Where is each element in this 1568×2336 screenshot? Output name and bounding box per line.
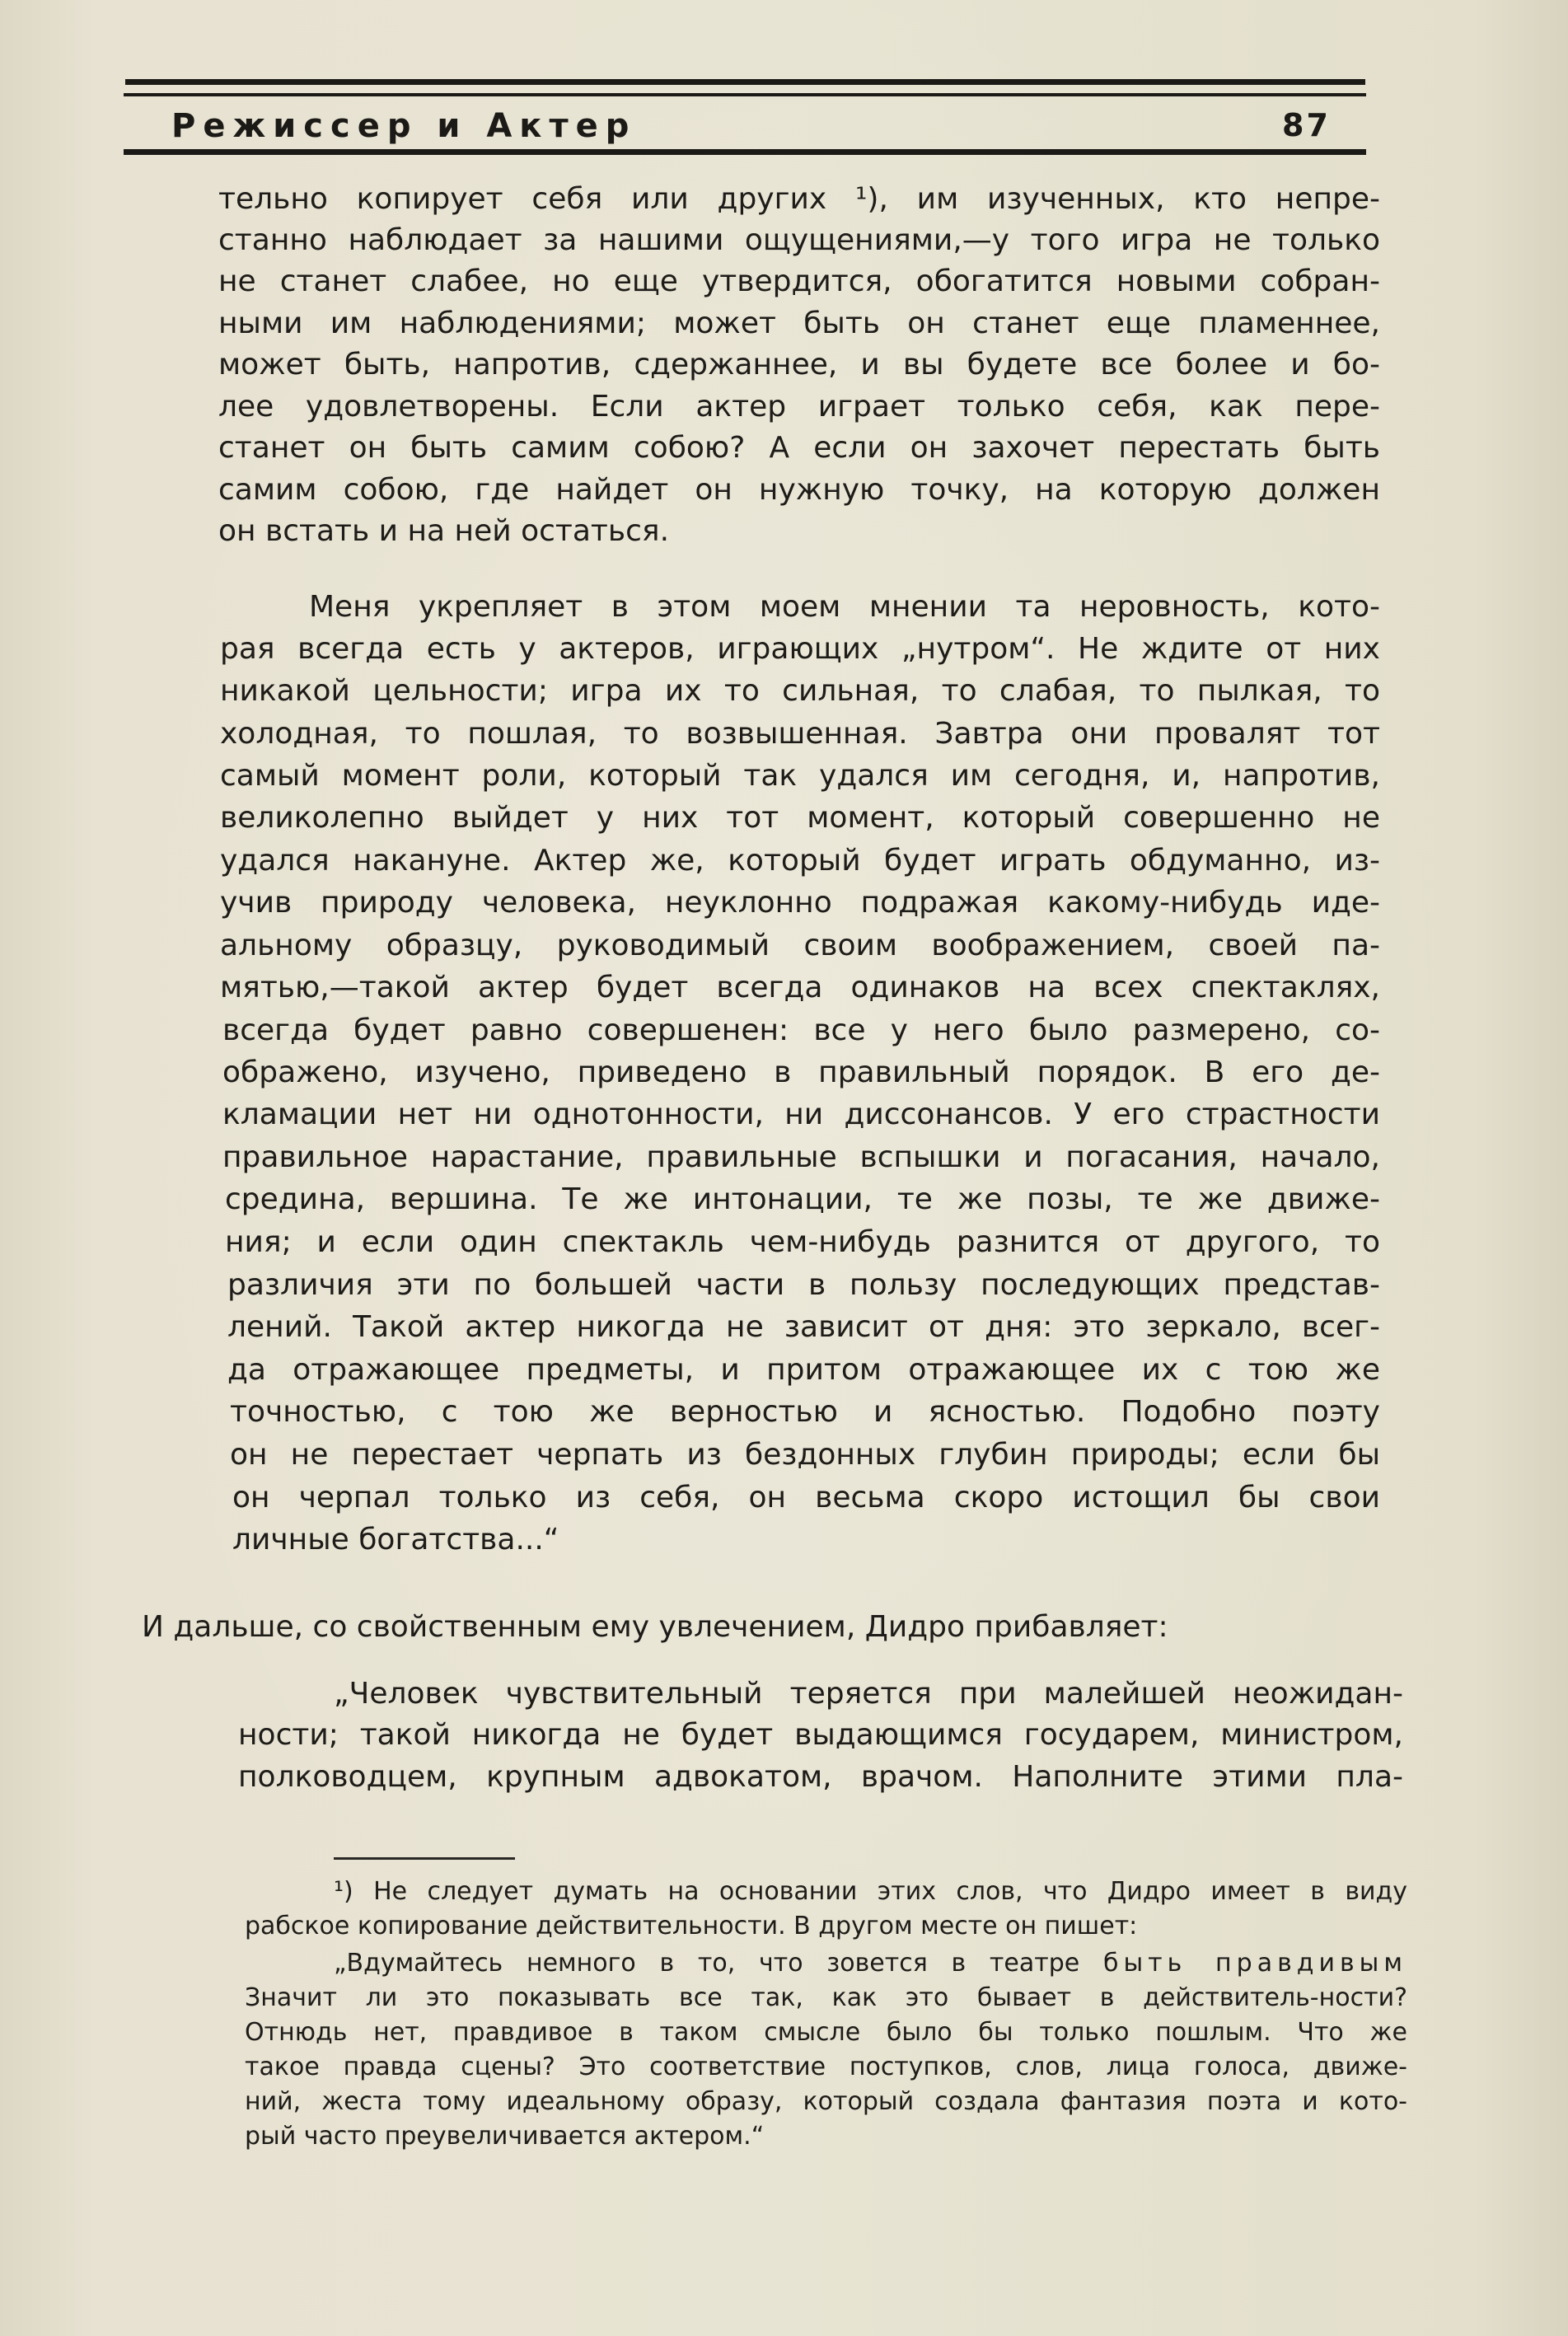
body-line: точностью, с тою же верностью и ясностью. Подобно поэту (230, 1395, 1380, 1429)
body-line: он черпал только из себя, он весьма скоро истощил бы свои (232, 1481, 1380, 1514)
header-rule-bottom (124, 149, 1366, 155)
body-line: личные богатства...“ (232, 1523, 559, 1557)
body-line: полководцем, крупным адвокатом, врачом. Наполните этими пла- (238, 1760, 1403, 1794)
body-line: удался накануне. Актер же, который будет играть обдуманно, из- (220, 844, 1380, 878)
body-line: средина, вершина. Те же интонации, те же позы, те же движе- (225, 1182, 1380, 1216)
body-line: да отражающее предметы, и притом отражающее их с тою же (227, 1353, 1380, 1387)
body-line: ображено, изучено, приведено в правильный порядок. В его де- (222, 1056, 1380, 1089)
body-line: может быть, напротив, сдержаннее, и вы будете все более и бо- (218, 348, 1380, 382)
body-line: великолепно выйдет у них тот момент, который совершенно не (220, 801, 1380, 835)
body-line: станет он быть самим собою? А если он захочет перестать быть (218, 431, 1380, 465)
body-line: лее удовлетворены. Если актер играет только себя, как пере- (218, 390, 1380, 424)
body-line: правильное нарастание, правильные вспышки и погасания, начало, (222, 1140, 1380, 1174)
footnote-line: Значит ли это показывать все так, как это бывает в действитель-ности? (245, 1983, 1407, 2012)
footnote-line: рый часто преувеличивается актером.“ (245, 2122, 765, 2151)
footnote-line: ний, жеста тому идеальному образу, который создала фантазия поэта и кото- (245, 2087, 1407, 2116)
header-rule-top (125, 79, 1365, 85)
body-line: учив природу человека, неуклонно подражая какому-нибудь иде- (220, 886, 1380, 920)
body-line: самим собою, где найдет он нужную точку, на которую должен (218, 473, 1380, 507)
body-line: Меня укрепляет в этом моем мнении та неровность, кото- (309, 590, 1380, 624)
body-line: альному образцу, руководимый своим воображением, своей па- (220, 929, 1380, 962)
footnote-line (334, 1946, 1407, 1981)
footnote-line: рабское копирование действительности. В другом месте он пишет: (245, 1912, 1138, 1940)
running-head: Режиссер и Актер (171, 107, 637, 145)
page-number: 87 (1282, 107, 1331, 143)
body-line: И дальше, со свойственным ему увлечением, Дидро прибавляет: (142, 1610, 1168, 1644)
footnote-text: „Вдумайтесь немного в то, что зовется в театре (334, 1949, 1103, 1978)
body-line: не станет слабее, но еще утвердится, обогатится новыми собран- (218, 264, 1380, 298)
footnote-line: ¹) Не следует думать на основании этих слов, что Дидро имеет в виду (334, 1877, 1407, 1906)
body-line: различия эти по большей части в пользу последующих представ- (227, 1268, 1380, 1302)
body-line: он встать и на ней остаться. (218, 514, 670, 548)
body-line: „Человек чувствительный теряется при малейшей неожидан- (334, 1677, 1403, 1711)
body-line: мятью,—такой актер будет всегда одинаков на всех спектаклях, (220, 971, 1380, 1004)
body-line: кламации нет ни однотонности, ни диссонансов. У его страстности (222, 1098, 1380, 1131)
body-line: ности; такой никогда не будет выдающимся государем, министром, (238, 1718, 1403, 1752)
footnote-separator (334, 1857, 515, 1860)
body-line: он не перестает черпать из бездонных глубин природы; если бы (230, 1438, 1380, 1472)
footnote-spaced-phrase: быть правдивым (1102, 1949, 1407, 1978)
body-line: ния; и если один спектакль чем-нибудь разнится от другого, то (225, 1225, 1380, 1259)
body-line: никакой цельности; игра их то сильная, то слабая, то пылкая, то (220, 674, 1380, 708)
body-line: ными им наблюдениями; может быть он станет еще пламеннее, (218, 307, 1380, 340)
body-line: станно наблюдает за нашими ощущениями,—у того игра не только (218, 223, 1380, 257)
footnote-line: Отнюдь нет, правдивое в таком смысле было бы только пошлым. Что же (245, 2018, 1407, 2047)
body-line: самый момент роли, который так удался им сегодня, и, напротив, (220, 759, 1380, 793)
body-line: тельно копирует себя или других ¹), им изученных, кто непре- (218, 182, 1380, 216)
body-line: холодная, то пошлая, то возвышенная. Завтра они провалят тот (220, 717, 1380, 751)
header-rule-top-thin (124, 93, 1366, 96)
body-line: рая всегда есть у актеров, играющих „нутром“. Не ждите от них (220, 632, 1380, 666)
footnote-line: такое правда сцены? Это соответствие поступков, слов, лица голоса, движе- (245, 2053, 1407, 2081)
body-line: лений. Такой актер никогда не зависит от дня: это зеркало, всег- (227, 1310, 1380, 1344)
body-line: всегда будет равно совершенен: все у него было размерено, со- (222, 1014, 1380, 1047)
